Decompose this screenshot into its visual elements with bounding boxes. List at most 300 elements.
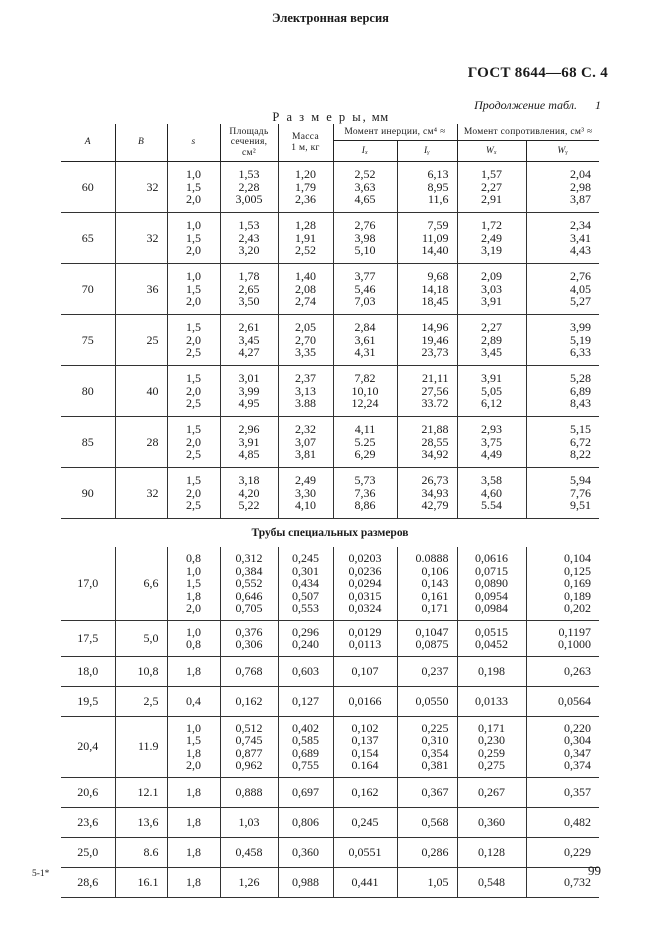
cell-s [167, 807, 220, 837]
cell-value: 0,154 [351, 745, 379, 760]
cell-value: 0,301 [292, 563, 319, 578]
cell-area [220, 213, 278, 264]
cell-value: 3,41 [570, 230, 591, 245]
cell-value: 2,5 [186, 396, 201, 411]
cell-wx [457, 213, 526, 264]
cell-value: 14,40 [421, 243, 449, 258]
cell-value: 0,697 [292, 784, 319, 799]
cell-s [167, 162, 220, 213]
cell-value: 11,09 [421, 230, 449, 245]
cell-value: 7,59 [427, 218, 449, 233]
cell-ix [333, 315, 397, 366]
cell-value: 0,402 [292, 720, 319, 735]
cell-value: 0,585 [292, 733, 319, 747]
cell-value: 8,43 [570, 396, 591, 411]
cell-value: 4,43 [570, 243, 591, 258]
cell-value: 0,202 [564, 601, 591, 615]
cell-value: 0,104 [564, 551, 591, 565]
cell-value: 1,8 [186, 784, 201, 799]
cell-value: 2,43 [238, 230, 260, 245]
cell-value: 1,5 [186, 281, 201, 296]
cell-mass [278, 656, 333, 686]
cell-value: 2,49 [481, 230, 502, 245]
special-table-row [61, 547, 599, 620]
cell-mass [278, 620, 333, 656]
cell-value: 1,40 [295, 269, 316, 284]
cell-value: 2,52 [354, 167, 376, 182]
cell-value: 5,05 [481, 383, 502, 398]
special-table-row [61, 807, 599, 837]
cell-a: 80 [61, 366, 115, 417]
cell-a: 23,6 [61, 807, 115, 837]
cell-value: 0,745 [235, 733, 263, 747]
cell-wy [526, 417, 599, 468]
cell-value: 2,0 [186, 294, 201, 309]
cell-ix [333, 213, 397, 264]
cell-b: 32 [115, 468, 167, 519]
cell-value: 0,0236 [348, 563, 382, 578]
cell-a: 17,5 [61, 620, 115, 656]
cell-value: 0,102 [351, 720, 379, 735]
cell-value: 3,61 [354, 332, 376, 347]
cell-wy [526, 807, 599, 837]
cell-ix [333, 686, 397, 716]
cell-b: 36 [115, 264, 167, 315]
cell-b: 16.1 [115, 867, 167, 897]
cell-value: 1,8 [186, 745, 201, 760]
cell-value: 0,230 [478, 733, 505, 747]
cell-value: 5,73 [354, 473, 376, 488]
cell-b: 6,6 [115, 547, 167, 620]
cell-value: 0,434 [292, 576, 319, 590]
col-wx-header: Wₓ [457, 141, 526, 162]
cell-a: 18,0 [61, 656, 115, 686]
cell-value: 4,11 [354, 422, 376, 437]
cell-wy [526, 547, 599, 620]
cell-iy [397, 807, 457, 837]
cell-value: 9,51 [570, 498, 591, 513]
cell-value: 5.54 [481, 498, 502, 513]
cell-ix [333, 547, 397, 620]
cell-a: 75 [61, 315, 115, 366]
cell-b: 8.6 [115, 837, 167, 867]
cell-value: 6,72 [570, 434, 591, 449]
cell-b: 13,6 [115, 807, 167, 837]
cell-s [167, 777, 220, 807]
cell-value: 26,73 [421, 473, 449, 488]
cell-iy [397, 162, 457, 213]
cell-value: 2,84 [354, 320, 376, 335]
cell-value: 2,0 [186, 192, 201, 207]
cell-value: 0,106 [421, 563, 449, 578]
cell-wx [457, 417, 526, 468]
cell-iy [397, 867, 457, 897]
cell-iy [397, 264, 457, 315]
cell-wx [457, 807, 526, 837]
cell-area [220, 468, 278, 519]
cell-value: 2,91 [481, 192, 502, 207]
cell-s [167, 686, 220, 716]
table-row [61, 417, 599, 468]
cell-value: 2,27 [481, 179, 502, 194]
cell-value: 0,482 [564, 814, 591, 829]
cell-area [220, 547, 278, 620]
cell-area [220, 366, 278, 417]
cell-value: 0,768 [235, 663, 263, 678]
cell-wx [457, 468, 526, 519]
cell-value: 0,806 [292, 814, 319, 829]
cell-value: 0,1197 [558, 624, 591, 639]
cell-value: 2,96 [238, 422, 260, 437]
cell-value: 0,0550 [415, 693, 449, 708]
table-body [61, 162, 599, 898]
cell-value: 0,347 [564, 745, 591, 760]
cell-value: 6,13 [427, 167, 449, 182]
cell-value: 0,161 [421, 588, 449, 603]
cell-s [167, 213, 220, 264]
cell-value: 0,189 [564, 588, 591, 603]
cell-mass [278, 468, 333, 519]
cell-wx [457, 867, 526, 897]
cell-a: 17,0 [61, 547, 115, 620]
cell-value: 0,245 [351, 814, 379, 829]
special-table-row [61, 777, 599, 807]
cell-value: 1,5 [186, 230, 201, 245]
cell-value: 1,26 [238, 874, 260, 889]
cell-area [220, 264, 278, 315]
table-row [61, 315, 599, 366]
cell-ix [333, 777, 397, 807]
cell-mass [278, 417, 333, 468]
cell-value: 0,0133 [475, 693, 508, 708]
cell-mass [278, 162, 333, 213]
cell-value: 0,0203 [348, 551, 382, 565]
cell-value: 3,91 [238, 434, 260, 449]
cell-wx [457, 686, 526, 716]
cell-s [167, 366, 220, 417]
cell-value: 2,0 [186, 243, 201, 258]
mass-header-line2: 1 м, кг [291, 142, 320, 153]
cell-value: 0,0551 [348, 844, 382, 859]
tube-dimensions-table [61, 124, 599, 898]
cell-wy [526, 315, 599, 366]
cell-iy [397, 837, 457, 867]
col-iy-header: Iᵧ [397, 141, 457, 162]
cell-iy [397, 777, 457, 807]
cell-value: 0,171 [421, 601, 449, 615]
cell-value: 33.72 [421, 396, 449, 411]
col-mass-header [278, 124, 333, 162]
cell-value: 5,22 [238, 498, 260, 513]
cell-value: 0,354 [421, 745, 449, 760]
col-a-header: A [61, 124, 115, 162]
cell-value: 8,86 [354, 498, 376, 513]
resistance-header: Момент сопротивления, см³ ≈ [457, 124, 599, 141]
cell-value: 3,87 [570, 192, 591, 207]
cell-value: 1,5 [186, 422, 201, 437]
cell-value: 1,0 [186, 218, 201, 233]
cell-wy [526, 620, 599, 656]
cell-value: 2,27 [481, 320, 502, 335]
cell-value: 3,03 [481, 281, 502, 296]
cell-value: 1,8 [186, 814, 201, 829]
cell-value: 0,0954 [475, 588, 508, 603]
cell-value: 3,99 [238, 383, 260, 398]
cell-value: 0,0875 [415, 637, 449, 651]
cell-wx [457, 777, 526, 807]
cell-b: 32 [115, 213, 167, 264]
cell-b: 32 [115, 162, 167, 213]
cell-iy [397, 468, 457, 519]
cell-s [167, 867, 220, 897]
cell-value: 3,13 [295, 383, 316, 398]
cell-a: 90 [61, 468, 115, 519]
table-row [61, 264, 599, 315]
sizes-label: Р а з м е р ы, [272, 110, 368, 124]
cell-value: 0,0324 [348, 601, 382, 615]
cell-mass [278, 777, 333, 807]
cell-value: 1,53 [238, 167, 260, 182]
cell-value: 3,01 [238, 371, 260, 386]
cell-value: 1,5 [186, 733, 201, 747]
cell-iy [397, 366, 457, 417]
cell-value: 9,68 [427, 269, 449, 284]
cell-value: 0,125 [564, 563, 591, 578]
cell-value: 5,27 [570, 294, 591, 309]
cell-value: 3,63 [354, 179, 376, 194]
cell-value: 4,95 [238, 396, 260, 411]
cell-value: 28,55 [421, 434, 449, 449]
cell-s [167, 837, 220, 867]
cell-value: 2,5 [186, 498, 201, 513]
cell-value: 7,03 [354, 294, 376, 309]
cell-value: 0,225 [421, 720, 449, 735]
cell-b: 28 [115, 417, 167, 468]
cell-mass [278, 315, 333, 366]
cell-value: 6,29 [354, 447, 376, 462]
sizes-caption [0, 110, 661, 125]
cell-wy [526, 162, 599, 213]
cell-value: 2,65 [238, 281, 260, 296]
cell-iy [397, 417, 457, 468]
continuation-text: Продолжение табл. [474, 98, 577, 112]
cell-value: 0,162 [351, 784, 379, 799]
cell-value: 0,8 [186, 637, 201, 651]
cell-wy [526, 264, 599, 315]
cell-iy [397, 656, 457, 686]
cell-value: 6,33 [570, 345, 591, 360]
cell-value: 0,367 [421, 784, 449, 799]
cell-value: 0,128 [478, 844, 505, 859]
special-table-row [61, 867, 599, 897]
cell-value: 0,507 [292, 588, 319, 603]
cell-value: 0,0715 [475, 563, 508, 578]
cell-iy [397, 315, 457, 366]
cell-value: 0,304 [564, 733, 591, 747]
cell-mass [278, 867, 333, 897]
cell-b: 40 [115, 366, 167, 417]
cell-value: 0,306 [235, 637, 263, 651]
cell-value: 2,37 [295, 371, 316, 386]
cell-value: 2,76 [354, 218, 376, 233]
cell-value: 0,877 [235, 745, 263, 760]
cell-value: 2,0 [186, 485, 201, 500]
area-header-line1: Площадь [229, 126, 269, 137]
cell-a: 25,0 [61, 837, 115, 867]
page-number: 99 [588, 863, 601, 878]
cell-mass [278, 264, 333, 315]
cell-value: 6,12 [481, 396, 502, 411]
cell-value: 0,169 [564, 576, 591, 590]
cell-value: 2,61 [238, 320, 260, 335]
cell-value: 5,46 [354, 281, 376, 296]
cell-ix [333, 656, 397, 686]
cell-value: 0,1047 [415, 624, 449, 639]
footer-mark: 5-1* [32, 869, 50, 879]
cell-value: 2,74 [295, 294, 316, 309]
cell-value: 3,98 [354, 230, 376, 245]
cell-value: 0,458 [235, 844, 263, 859]
cell-value: 0,275 [478, 758, 505, 772]
cell-value: 0,0166 [348, 693, 382, 708]
cell-area [220, 620, 278, 656]
cell-value: 3,81 [295, 447, 316, 462]
cell-wx [457, 264, 526, 315]
cell-value: 0,4 [186, 693, 201, 708]
cell-a: 85 [61, 417, 115, 468]
special-table-row [61, 837, 599, 867]
col-s-header: s [167, 124, 220, 162]
cell-ix [333, 162, 397, 213]
cell-value: 21,11 [421, 371, 449, 386]
cell-value: 0,360 [292, 844, 319, 859]
cell-value: 4,85 [238, 447, 260, 462]
cell-area [220, 716, 278, 777]
cell-ix [333, 417, 397, 468]
cell-mass [278, 837, 333, 867]
cell-s [167, 620, 220, 656]
cell-a: 60 [61, 162, 115, 213]
cell-value: 0,568 [421, 814, 449, 829]
cell-b: 11.9 [115, 716, 167, 777]
inertia-header: Момент инерции, см⁴ ≈ [333, 124, 457, 141]
cell-value: 1,5 [186, 179, 201, 194]
cell-ix [333, 807, 397, 837]
cell-value: 2,98 [570, 179, 591, 194]
cell-value: 14,18 [421, 281, 449, 296]
cell-area [220, 777, 278, 807]
cell-s [167, 656, 220, 686]
cell-mass [278, 213, 333, 264]
cell-wx [457, 656, 526, 686]
cell-mass [278, 807, 333, 837]
cell-value: 0,220 [564, 720, 591, 735]
cell-value: 0,127 [292, 693, 319, 708]
cell-value: 6,89 [570, 383, 591, 398]
cell-value: 0,360 [478, 814, 505, 829]
cell-value: 2,70 [295, 332, 316, 347]
cell-value: 2,32 [295, 422, 316, 437]
cell-area [220, 656, 278, 686]
section-row [61, 519, 599, 548]
special-table-row [61, 620, 599, 656]
cell-value: 1,91 [295, 230, 316, 245]
cell-wy [526, 777, 599, 807]
cell-s [167, 547, 220, 620]
cell-value: 1,5 [186, 473, 201, 488]
cell-value: 0,267 [478, 784, 505, 799]
cell-value: 8,22 [570, 447, 591, 462]
cell-value: 1,53 [238, 218, 260, 233]
cell-value: 2,0 [186, 601, 201, 615]
cell-wy [526, 656, 599, 686]
cell-value: 3,45 [238, 332, 260, 347]
cell-value: 0,310 [421, 733, 449, 747]
document-code: ГОСТ 8644—68 С. 4 [467, 65, 608, 81]
cell-b: 12.1 [115, 777, 167, 807]
cell-value: 4,05 [570, 281, 591, 296]
cell-value: 2,34 [570, 218, 591, 233]
cell-value: 0,1000 [558, 637, 591, 651]
col-area-header [220, 124, 278, 162]
cell-value: 0,357 [564, 784, 591, 799]
cell-a: 70 [61, 264, 115, 315]
cell-value: 27,56 [421, 383, 449, 398]
cell-value: 2,36 [295, 192, 316, 207]
cell-mass [278, 547, 333, 620]
cell-value: 0,384 [235, 563, 263, 578]
cell-value: 1,0 [186, 720, 201, 735]
cell-value: 4,10 [295, 498, 316, 513]
cell-value: 7,76 [570, 485, 591, 500]
cell-value: 4,20 [238, 485, 260, 500]
cell-wy [526, 366, 599, 417]
cell-value: 5,19 [570, 332, 591, 347]
cell-value: 1,8 [186, 588, 201, 603]
cell-value: 3,91 [481, 294, 502, 309]
cell-ix [333, 620, 397, 656]
cell-value: 2,0 [186, 434, 201, 449]
cell-wx [457, 547, 526, 620]
cell-iy [397, 620, 457, 656]
cell-a: 65 [61, 213, 115, 264]
cell-value: 1,5 [186, 576, 201, 590]
cell-b: 25 [115, 315, 167, 366]
cell-value: 0,240 [292, 637, 319, 651]
cell-value: 0,0616 [475, 551, 508, 565]
cell-value: 3,99 [570, 320, 591, 335]
cell-value: 0,162 [235, 693, 263, 708]
cell-value: 0,548 [478, 874, 505, 889]
cell-value: 0,0515 [475, 624, 508, 639]
cell-value: 0,0984 [475, 601, 508, 615]
cell-ix [333, 264, 397, 315]
cell-value: 42,79 [421, 498, 449, 513]
cell-value: 3,18 [238, 473, 260, 488]
cell-value: 2,76 [570, 269, 591, 284]
cell-value: 8,95 [427, 179, 449, 194]
cell-value: 5.25 [354, 434, 376, 449]
cell-value: 2,09 [481, 269, 502, 284]
cell-value: 3,75 [481, 434, 502, 449]
cell-value: 0,705 [235, 601, 263, 615]
cell-value: 4,49 [481, 447, 502, 462]
cell-s [167, 417, 220, 468]
cell-value: 0,8 [186, 551, 201, 565]
cell-a: 20,6 [61, 777, 115, 807]
cell-wx [457, 366, 526, 417]
special-sizes-title: Трубы специальных размеров [251, 526, 409, 539]
